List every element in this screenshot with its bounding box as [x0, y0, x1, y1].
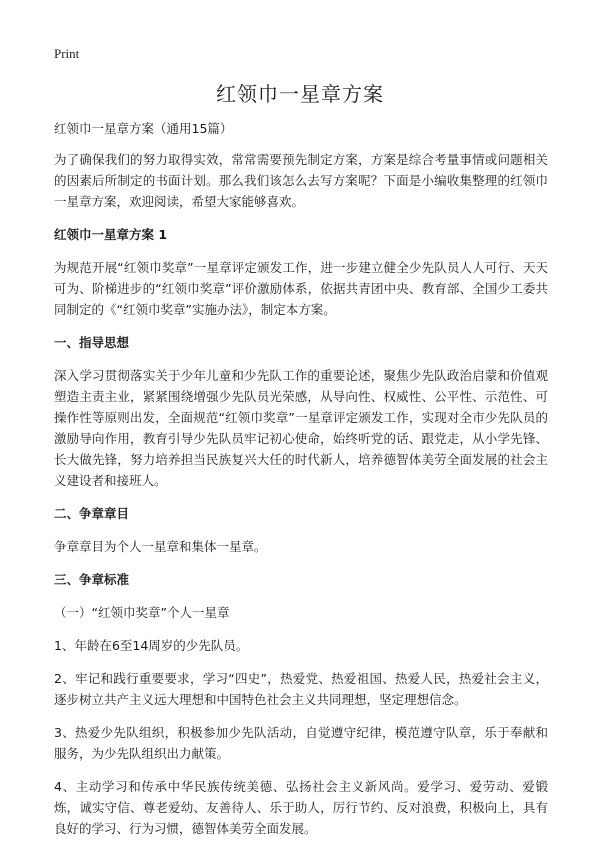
- criteria-item: 2、牢记和践行重要要求，学习“四史”，热爱党、热爱祖国、热爱人民，热爱社会主义，逐步树立共产主义远大理想和中国特色社会主义共同理想，坚定理想信念。: [54, 671, 548, 707]
- guiding-ideology-paragraph: 深入学习贯彻落实关于少年儿童和少先队工作的重要论述，聚焦少先队政治启蒙和价值观塑造主责主业，紧紧围绕增强少先队员光荣感，从导向性、权威性、公平性、示范性、可操作性等原则出发，全面规范“红领巾奖章”一星章评定颁发工作，实现对全市少先队员的激励导向作用，教育引导少先队员牢记初心使命，始终听党的话、跟党走，从小学先锋、长大做先锋，努力培养担当民族复兴大任的时代新人，培养德智体美劳全面发展的社会主义建设者和接班人。: [54, 368, 548, 488]
- heading-award-categories: 二、争章章目: [54, 506, 130, 521]
- criteria-item: 1、年龄在6至14周岁的少先队员。: [54, 638, 249, 653]
- document-subtitle: 红领巾一星章方案（通用15篇）: [54, 121, 233, 136]
- document-body: [54, 118, 548, 851]
- heading-guiding-ideology: 一、指导思想: [54, 335, 130, 350]
- page-title: 红领巾一星章方案: [216, 82, 384, 106]
- intro-paragraph: 为了确保我们的努力取得实效，常常需要预先制定方案，方案是综合考量事情或问题相关的因素后所制定的书面计划。那么我们该怎么去写方案呢？下面是小编收集整理的红领巾一星章方案，欢迎阅读，希望大家能够喜欢。: [54, 152, 548, 209]
- criteria-item: 3、热爱少先队组织，积极参加少先队活动，自觉遵守纪律，模范遵守队章，乐于奉献和服务，为少先队组织出力献策。: [54, 725, 548, 761]
- section-intro-paragraph: 为规范开展“红领巾奖章”一星章评定颁发工作，进一步建立健全少先队员人人可行、天天可为、阶梯进步的“红领巾奖章”评价激励体系，依据共青团中央、教育部、全国少工委共同制定的《“红领巾奖章”实施办法》，制定本方案。: [54, 260, 548, 317]
- award-categories-paragraph: 争章章目为个人一星章和集体一星章。: [54, 539, 267, 554]
- print-link[interactable]: Print: [54, 46, 80, 61]
- section-title: 红领巾一星章方案 1: [54, 227, 168, 242]
- heading-award-criteria: 三、争章标准: [54, 572, 130, 587]
- criteria-subheading: （一）“红领巾奖章”个人一星章: [54, 605, 230, 620]
- criteria-item: 4、主动学习和传承中华民族传统美德、弘扬社会主义新风尚。爱学习、爱劳动、爱锻炼，诚实守信、尊老爱幼、友善待人、乐于助人，厉行节约、反对浪费，积极向上，具有良好的学习、行为习惯，德智体美劳全面发展。: [54, 779, 548, 836]
